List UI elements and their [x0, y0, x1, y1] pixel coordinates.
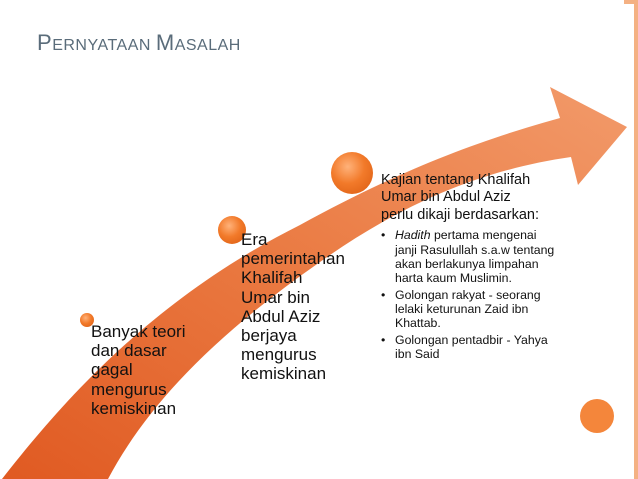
stage-3-bullet-list — [381, 228, 596, 361]
bullet-line: janji Rasulullah s.a.w tentang — [395, 242, 555, 257]
stage-3-heading — [381, 172, 596, 224]
stage-3-marker-icon — [331, 152, 373, 194]
bullet-line: harta kaum Muslimin. — [395, 271, 512, 286]
stage-1-line: kemiskinan — [91, 398, 177, 418]
stage-2-line: Era — [241, 230, 268, 249]
stage-2-line: kemiskinan — [241, 364, 327, 384]
stage-1-text — [91, 322, 186, 418]
stage-2-text — [241, 230, 345, 384]
stage-3-heading-line: perlu dikaji berdasarkan: — [381, 206, 539, 223]
title-rest-1: ERNYATAAN — [52, 37, 156, 54]
corner-circle-decoration-icon — [580, 399, 614, 433]
stage-2-line: pemerintahan — [241, 249, 345, 269]
title-rest-2: ASALAH — [174, 37, 241, 54]
title-cap-2: M — [155, 30, 175, 55]
bullet-line: Golongan rakyat - seorang — [395, 287, 541, 302]
title-cap-1: P — [37, 30, 53, 55]
stage-1-line: Banyak teori — [91, 322, 186, 341]
stage-2-line: Umar bin — [241, 287, 310, 307]
stage-1-line: dan dasar — [91, 341, 167, 361]
stage-2-line: berjaya — [241, 326, 297, 346]
stage-3-text — [381, 172, 596, 364]
bullet-line: lelaki keturunan Zaid ibn — [395, 302, 529, 317]
bullet-icon: • — [381, 332, 386, 347]
stage-2-line: Khalifah — [241, 268, 303, 288]
stage-3-heading-line: Umar bin Abdul Aziz — [381, 189, 511, 206]
bullet-icon: • — [381, 228, 386, 243]
stage-1-line: gagal — [91, 360, 133, 380]
bullet-italic-text: Hadith — [395, 228, 431, 243]
stage-1-line: mengurus — [91, 379, 167, 399]
list-item — [381, 288, 596, 331]
stage-2-line: Abdul Aziz — [241, 306, 321, 326]
list-item — [381, 333, 596, 362]
bullet-line: pertama mengenai — [430, 228, 537, 243]
stage-3-heading-line: Kajian tentang Khalifah — [381, 172, 531, 188]
list-item — [381, 228, 596, 286]
bullet-line: Golongan pentadbir - Yahya — [395, 332, 548, 347]
bullet-line: akan berlakunya limpahan — [395, 256, 539, 271]
bullet-icon: • — [381, 287, 386, 302]
bullet-line: ibn Said — [395, 347, 440, 362]
stage-2-line: mengurus — [241, 345, 317, 365]
bullet-line: Khattab. — [395, 316, 441, 331]
